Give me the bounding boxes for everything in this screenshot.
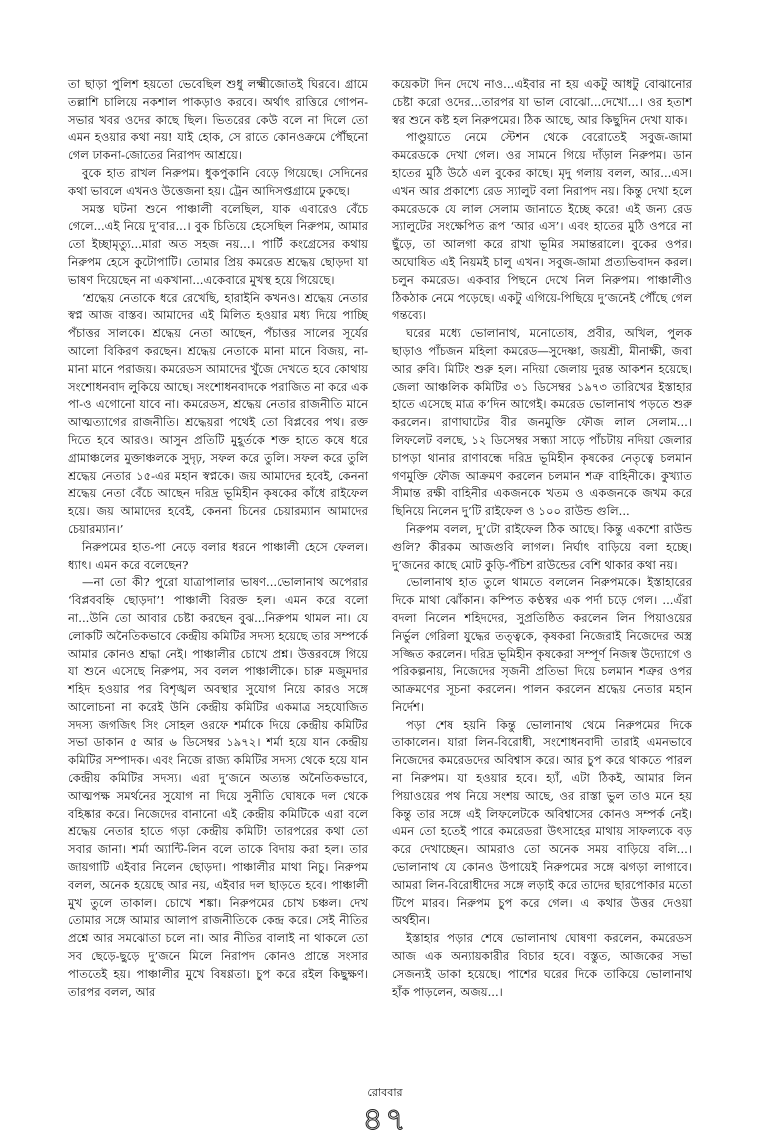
paragraph: —না তো কী? পুরো যাত্রাপালার ভাষণ...ভোলানাথ অপেরার ‘বিপ্লববহ্নি ছোড়দা’! পাঞ্চালী বিরক্ত হল। এমন করে বলো না...উনি তো আবার চেষ্টা করছেন বুঝ...নিরুপম থামল না। যে লোকটি অনৈতিকভাবে কেন্দ্রীয় কমিটির সদস্য হয়েছে তার সম্পর্কে আমার কোনও শ্রদ্ধা নেই। পাঞ্চালীর চোখে প্রশ্ন। উত্তরবঙ্গে গিয়ে যা শুনে এসেছে নিরুপম, সব বলল পাঞ্চালীকে। চারু মজুমদার শহিদ হওয়ার পর বিশৃঙ্খল অবস্থার সুযোগ নিয়ে কারও সঙ্গে আলোচনা না করেই উনি কেন্দ্রীয় কমিটির একমাত্র সহযোজিত সদস্য জগজিৎ সিং সোহল ওরফে শর্মাকে দিয়ে কেন্দ্রীয় কমিটির সভা ডাকান ৫ আর ৬ ডিসেম্বর ১৯৭২। শর্মা হয়ে যান কেন্দ্রীয় কমিটির সম্পাদক। এবং নিজে রাজ্য কমিটির সদস্য থেকে হয়ে যান কেন্দ্রীয় কমিটির সদস্য। এরা দু’জনে অত্যন্ত অনৈতিকভাবে, আত্মপক্ষ সমর্থনের সুযোগ না দিয়ে সুনীতি ঘোষকে দল থেকে বহিষ্কার করে। নিজেদের বানানো এই কেন্দ্রীয় কমিটিকে এরা বলে শ্রদ্ধেয় নেতার হাতে গড়া কেন্দ্রীয় কমিটি! তারপরের কথা তো সবার জানা। শর্মা অ্যান্টি-লিন বলে তাকে বিদায় করা হল। তার জায়গাটি এইবার নিলেন ছোড়দা। পাঞ্চালীর মাথা নিচু। নিরুপম বলল, অনেক হয়েছে আর নয়, এইবার দল ছাড়তে হবে। পাঞ্চালী মুখ তুলে তাকাল। চোখে শঙ্কা। নিরুপমের চোখ চঞ্চল। দেখ তোমার সঙ্গে আমার আলাপ রাজনীতিকে কেন্দ্র করে। সেই নীতির প্রশ্নে আর সমঝোতা চলে না। আর নীতির বালাই না থাকলে তো সব ছেড়ে-ছুড়ে দু’জনে মিলে নিরাপদ কোনও প্রান্তে সংসার পাততেই হয়। পাঞ্চালীর মুখে বিষণ্ণতা। চুপ করে রইল কিছুক্ষণ। তারপর বলল, আর [68, 575, 368, 999]
paragraph: ঘরের মধ্যে ভোলানাথ, মনোতোষ, প্রবীর, অখিল, পুলক ছাড়াও পাঁচজন মহিলা কমরেড—সুদেষ্ণা, জয়শ্রী, মীনাক্ষী, জবা আর রুবি। মিটিং শুরু হল। নদিয়া জেলায় দুরন্ত আকশন হয়েছে। জেলা আঞ্চলিক কমিটির ৩১ ডিসেম্বর ১৯৭৩ তারিখের ইস্তাহার হাতে এসেছে মাত্র ক’দিন আগেই। কমরেড ভোলানাথ পড়তে শুরু করলেন। রাণাঘাটের বীর জনমুক্তি ফৌজ লাল সেলাম...। লিফলেট বলছে, ১২ ডিসেম্বর সন্ধ্যা সাড়ে পাঁচটায় নদিয়া জেলার চাপড়া থানার রাণাবন্ধে দরিদ্র ভূমিহীন কৃষকের নেতৃত্বে চলমান গণমুক্তি ফৌজ আক্রমণ করলেন চলমান শত্রু বাহিনীকে। কুখ্যাত সীমান্ত রক্ষী বাহিনীর একজনকে খতম ও একজনকে জখম করে ছিনিয়ে নিলেন দু’টি রাইফেল ও ১০০ রাউন্ড গুলি... [392, 326, 692, 519]
paragraph: পড়া শেষ হয়নি কিন্তু ভোলানাথ থেমে নিরুপমের দিকে তাকালেন। যারা লিন-বিরোধী, সংশোধনবাদী তারাই এমনভাবে নিজেদের কমরেডদের অবিশ্বাস করে। আর চুপ করে থাকতে পারল না নিরুপম। যা হওয়ার হবে। হ্যাঁ, এটা ঠিকই, আমার লিন পিয়াওয়ের পথ নিয়ে সংশয় আছে, ওর রাস্তা ভুল তাও মনে হয় কিন্তু তার সঙ্গে এই লিফলেটকে অবিশ্বাসের কোনও সম্পর্ক নেই। এমন তো হতেই পারে কমরেডরা উৎসাহের মাথায় সাফল্যকে বড় করে দেখাচ্ছেন। আমরাও তো অনেক সময় বাড়িয়ে বলি...। ভোলানাথ যে কোনও উপায়েই নিরুপমের সঙ্গে ঝগড়া লাগাবে। আমরা লিন-বিরোধীদের সঙ্গে লড়াই করে তাদের ছারপোকার মতো টিপে মারব। নিরুপম চুপ করে গেল। এ কথার উত্তর দেওয়া অর্থহীন। [392, 717, 692, 928]
paragraph: পাণ্ডুয়াতে নেমে স্টেশন থেকে বেরোতেই সবুজ-জামা কমরেডকে দেখা গেল। ওর সামনে গিয়ে দাঁড়াল নিরুপম। ডান হাতের মুঠি উঠে এল বুকের কাছে। মৃদু গলায় বলল, আর...এস। এখন আর প্রকাশ্যে রেড স্যালুট বলা নিরাপদ নয়। কিন্তু দেখা হলে কমরেডকে যে লাল সেলাম জানাতে ইচ্ছে করে! এই জন্য রেড স্যালুটের সংক্ষেপিত রূপ ‘আর এস’। এবং হাতের মুঠি ওপরে না ছুঁড়ে, তা আলগা করে রাখা ভূমির সমান্তরালে। বুকের ওপর। অঘোষিত এই নিয়মই চালু এখন। সবুজ-জামা প্রত্যভিবাদন করল। চলুন কমরেড। একবার পিছনে দেখে নিল নিরুপম। পাঞ্চালীও ঠিকঠাক নেমে পড়েছে। একটু এগিয়ে-পিছিয়ে দু’জনেই পৌঁছে গেল গন্তব্যে। [392, 130, 692, 323]
paragraph: বুকে হাত রাখল নিরুপম। ধুকপুকানি বেড়ে গিয়েছে। সেদিনের কথা ভাবলে এখনও উত্তেজনা হয়। ট্রেন আদিসপ্তগ্রামে ঢুকছে। [68, 165, 368, 198]
paragraph: নিরুপম বলল, দু’টো রাইফেল ঠিক আছে। কিন্তু একশো রাউন্ড গুলি? কীরকম আজগুবি লাগল। নির্ঘাৎ বাড়িয়ে বলা হচ্ছে। দু’জনের কাছে মোট কুড়ি-পঁচিশ রাউন্ডের বেশি থাকার কথা নয়। [392, 521, 692, 572]
paragraph: ‘শ্রদ্ধেয় নেতাকে ধরে রেখেছি, হারাইনি কখনও। শ্রদ্ধেয় নেতার স্বপ্ন আজ বাস্তব। আমাদের এই মিলিত হওয়ার মধ্য দিয়ে পাচ্ছি পঁচাত্তর সালকে। শ্রদ্ধেয় নেতা আছেন, পঁচাত্তর সালের সূর্যের আলো বিকিরণ করছেন। শ্রদ্ধেয় নেতাকে মানা মানে বিজয়, না-মানা মানে পরাজয়। কমরেডস আমাদের খুঁজে দেখতে হবে কোথায় সংশোধনবাদ লুকিয়ে আছে। সংশোধনবাদকে পরাজিত না করে এক পা-ও এগোনো যাবে না। কমরেডস, শ্রদ্ধেয় নেতার রাজনীতি মানে আত্মত্যাগের রাজনীতি। শ্রদ্ধেয়রা পথেই তো বিপ্লবের পথ। রক্ত দিতে হবে আরও। আসুন প্রতিটি মুহূর্তকে শক্ত হাতে কষে ধরে গ্রামাঞ্চলের মুক্তাঞ্চলকে সুদৃঢ়, সফল করে তুলি। সফল করে তুলি শ্রদ্ধেয় নেতার ১৫-এর মহান স্বপ্নকে। জয় আমাদের হবেই, কেননা শ্রদ্ধেয় নেতা বেঁচে আছেন দরিদ্র ভূমিহীন কৃষকের কাঁধে রাইফেল হয়ে। জয় আমাদের হবেই, কেননা চিনের চেয়ারম্যান আমাদের চেয়ারম্যান।’ [68, 290, 368, 536]
right-text-column [392, 76, 692, 1001]
paragraph: ইস্তাহার পড়ার শেষে ভোলানাথ ঘোষণা করলেন, কমরেডস আজ এক অন্যায়কারীর বিচার হবে। বস্তুত, আজকের সভা সেজন্যই ডাকা হয়েছে। পাশের ঘরের দিকে তাকিয়ে ভোলানাথ হাঁক পাড়লেন, অজয়...। [392, 931, 692, 999]
paragraph: তা ছাড়া পুলিশ হয়তো ভেবেছিল শুধু লক্ষ্মীজোতই ঘিরবে। গ্রামে তল্লাশি চালিয়ে নকশাল পাকড়াও করবে। অর্থাৎ রাত্তিরে গোপন-সভার খবর ওদের কাছে ছিল। ভিতরের কেউ বলে না দিলে তো এমন হওয়ার কথা নয়! যাই হোক, সে রাতে কোনওক্রমে পৌঁছনো গেল ঢাকনা-জোতের নিরাপদ আশ্রয়ে। [68, 77, 368, 163]
left-text-column [68, 76, 368, 1001]
magazine-name: রোববার [367, 1086, 403, 1099]
page-number: ৪৭ [362, 1100, 408, 1138]
paragraph: সমস্ত ঘটনা শুনে পাঞ্চালী বলেছিল, যাক এবারেও বেঁচে গেলে...এই নিয়ে দু’বার...। বুক চিতিয়ে হেসেছিল নিরুপম, আমার তো ইচ্ছামৃত্যু...মারা অত সহজ নয়...। পার্টি কংগ্রেসের কথায় নিরুপম হেসে কুটোপাটি। তোমার প্রিয় কমরেড শ্রদ্ধেয় ছোড়দা যা ভাষণ দিয়েছেন না একখানা...একেবারে মুখস্থ হয়ে গিয়েছে। [68, 201, 368, 287]
paragraph: ভোলানাথ হাত তুলে থামতে বললেন নিরুপমকে। ইস্তাহারের দিকে মাথা ঝোঁকান। কম্পিত কণ্ঠস্বর এক পর্দা চড়ে গেল। ...এঁরা বদলা নিলেন শহিদদের, সুপ্রতিষ্ঠিত করলেন লিন পিয়াওয়ের নির্ভুল গেরিলা যুদ্ধের তত্ত্বকে, কৃষকরা নিজেরাই নিজেদের অস্ত্র সজ্জিত করলেন। দরিদ্র ভূমিহীন কৃষকেরা সম্পূর্ণ নিজস্ব উদ্যোগে ও পরিকল্পনায়, নিজেদের সৃজনী প্রতিভা দিয়ে চলমান শত্রুর ওপর আক্রমণের সূচনা করলেন। পালন করলেন শ্রদ্ধেয় নেতার মহান নির্দেশ। [392, 575, 692, 714]
paragraph: নিরুপমের হাত-পা নেড়ে বলার ধরনে পাঞ্চালী হেসে ফেলল। ধ্যাৎ। এমন করে বলেছেন? [68, 539, 368, 572]
paragraph: কয়েকটা দিন দেখে নাও...এইবার না হয় একটু আধটু বোঝানোর চেষ্টা করো ওদের...তারপর যা ভাল বোঝো...দেখো...। ওর হতাশ স্বর শুনে কষ্ট হল নিরুপমের। ঠিক আছে, আর কিছুদিন দেখা যাক। [392, 77, 692, 127]
